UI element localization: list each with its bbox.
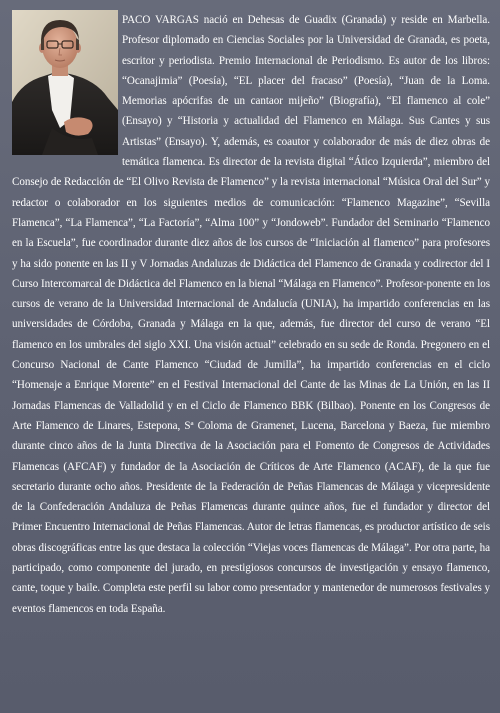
biography-text [12, 10, 490, 619]
portrait-spacer [12, 10, 122, 162]
author-name: PACO VARGAS [122, 14, 199, 26]
biography-body: nació en Dehesas de Guadix (Granada) y reside en Marbella. Profesor diplomado en Ciencias Sociales por la Universidad de Granada, es poeta, escritor y periodista. Premio Internacional de Periodismo. Es autor de los libros: “Ocanajimia” (Poesía), “EL placer del fracaso” (Poesía), “Juan de la Loma. Memorias apócrifas de un cantaor mijeño” (Biografía), “El flamenco al cole” (Ensayo) y “Historia y actualidad del Flamenco en Málaga. Sus Cantes y sus Artistas” (Ensayo). Y, además, es coautor y colaborador de más de diez obras de temática flamenca. Es director de la revista digital “Ático Izquierda”, miembro del Consejo de Redacción de “El Olivo Revista de Flamenco” y la revista internacional “Música Oral del Sur” y redactor o colaborador en los siguientes medios de comunicación: “Flamenco Magazine”, “Sevilla Flamenca”, “La Flamenca”, “La Factoría”, “Alma 100” y “Jondoweb”. Fundador del Seminario “Flamenco en la Escuela”, fue coordinador durante diez años de los cursos de “Iniciación al flamenco” para profesores y ha sido ponente en las II y V Jornadas Andaluzas de Didáctica del Flamenco de Granada y codirector del I Curso Intercomarcal de Didáctica del Flamenco en la bienal “Málaga en Flamenco”. Profesor-ponente en los cursos de verano de la Universidad Internacional de Andalucía (UNIA), ha impartido conferencias en las universidades de Córdoba, Granada y Málaga en la que, además, fue director del curso de verano “El flamenco en los umbrales del siglo XXI. Una visión actual” celebrado en su sede de Ronda. Pregonero en el Concurso Nacional de Cante Flamenco “Ciudad de Jumilla”, ha impartido conferencias en el ciclo “Homenaje a Enrique Morente” en el Festival Internacional del Cante de las Minas de La Unión, en las II Jornadas Flamencas de Valladolid y en el Ciclo de Flamenco BBK (Bilbao). Ponente en los Congresos de Arte Flamenco de Linares, Estepona, Sª Coloma de Gramenet, Lucena, Barcelona y Baeza, fue miembro durante cinco años de la Junta Directiva de la Asociación para el Fomento de Congresos de Actividades Flamencas (AFCAF) y fundador de la Asociación de Críticos de Arte Flamenco (ACAF), de la que fue secretario durante ocho años. Presidente de la Federación de Peñas Flamencas de Málaga y vicepresidente de la Confederación Andaluza de Peñas Flamencas durante quince años, fue el fundador y director del Primer Encuentro Internacional de Peñas Flamencas. Autor de letras flamencas, es productor artístico de seis obras discográficas entre las que destaca la colección “Viejas voces flamencas de Málaga”. Por otra parte, ha participado, como componente del jurado, en prestigiosos concursos de investigación y ensayo flamenco, cante, toque y baile. Completa este perfil su labor como presentador y mantenedor de numerosos festivales y eventos flamencos en toda España. [12, 14, 491, 615]
